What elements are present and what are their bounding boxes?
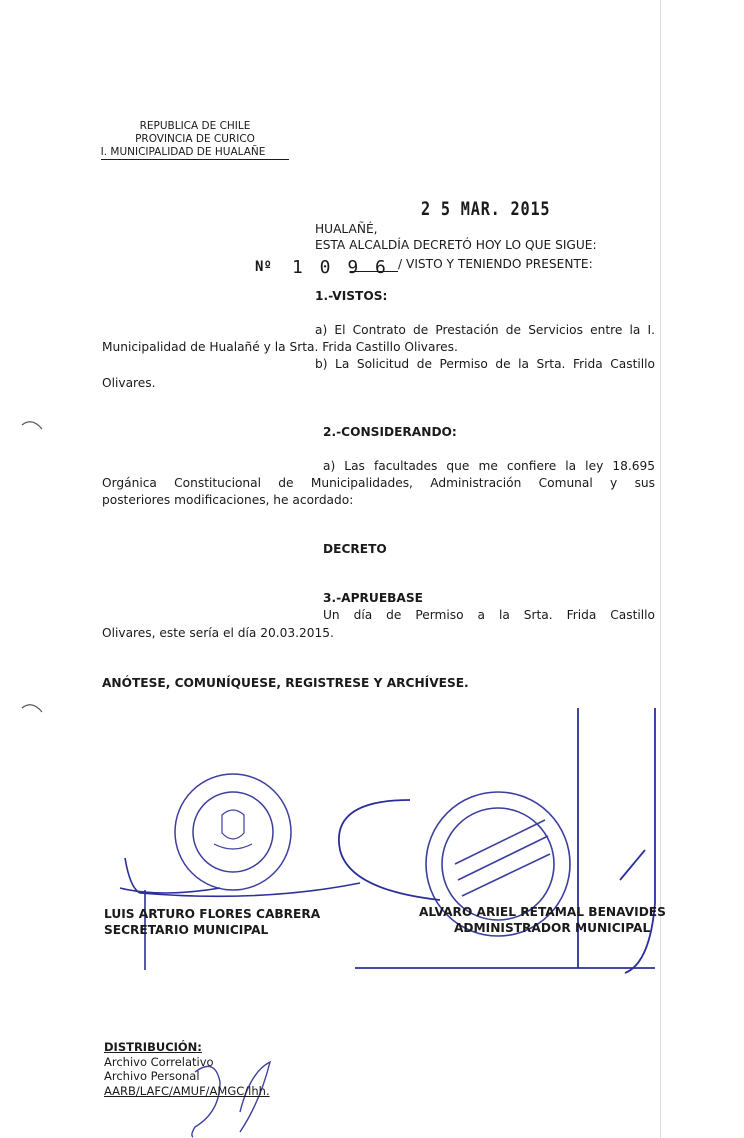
- margin-marks: [22, 422, 42, 712]
- number-prefix: Nº: [255, 259, 272, 275]
- vistos-heading: 1.-VISTOS:: [315, 289, 388, 303]
- right-signer-title: ADMINISTRADOR MUNICIPAL: [454, 921, 651, 935]
- vistos-b-line2: Olivares.: [102, 376, 156, 390]
- visto-line: / VISTO Y TENIENDO PRESENTE:: [398, 257, 593, 271]
- distribution-block: [104, 1040, 270, 1098]
- closing-line: ANÓTESE, COMUNÍQUESE, REGISTRESE Y ARCHÍVESE.: [102, 676, 469, 690]
- letterhead-country: REPUBLICA DE CHILE: [139, 120, 251, 132]
- left-signer-title: SECRETARIO MUNICIPAL: [104, 923, 269, 937]
- apruebase-heading: 3.-APRUEBASE: [323, 591, 423, 605]
- number-underline: [350, 271, 398, 272]
- scan-edge-line: [660, 0, 661, 1138]
- apruebase-line2: Olivares, este sería el día 20.03.2015.: [102, 626, 334, 640]
- decreto-heading: DECRETO: [323, 542, 387, 556]
- distribution-item: Archivo Correlativo: [104, 1054, 214, 1069]
- considerando-a-line1: a) Las facultades que me confiere la ley 18.695: [323, 459, 655, 473]
- distribution-item: AARB/LAFC/AMUF/AMGC/lhh.: [104, 1083, 270, 1098]
- letterhead-province: PROVINCIA DE CURICO: [135, 133, 255, 145]
- right-signer-name: ALVARO ARIEL RETAMAL BENAVIDES: [419, 905, 666, 919]
- distribution-item: Archivo Personal: [104, 1069, 200, 1083]
- decree-number: 1 0 9 6: [292, 257, 389, 278]
- considerando-heading: 2.-CONSIDERANDO:: [323, 425, 457, 439]
- date-stamp: 2 5 MAR. 2015: [421, 198, 551, 220]
- left-signer-name: LUIS ARTURO FLORES CABRERA: [104, 907, 321, 921]
- vistos-a-line2: Municipalidad de Hualañé y la Srta. Frida Castillo Olivares.: [102, 340, 458, 354]
- vistos-b-line1: b) La Solicitud de Permiso de la Srta. Frida Castillo: [315, 357, 655, 371]
- place-line: HUALAÑÉ,: [315, 222, 378, 236]
- letterhead: [100, 120, 290, 160]
- apruebase-line1: Un día de Permiso a la Srta. Frida Castillo: [323, 608, 655, 622]
- considerando-a-line3: posteriores modificaciones, he acordado:: [102, 493, 354, 507]
- decree-line: ESTA ALCALDÍA DECRETÓ HOY LO QUE SIGUE:: [315, 238, 597, 252]
- considerando-a-line2: Orgánica Constitucional de Municipalidades, Administración Comunal y sus: [102, 476, 655, 490]
- vistos-a-line1: a) El Contrato de Prestación de Servicios entre la I.: [315, 323, 655, 337]
- distribution-heading: DISTRIBUCIÓN:: [104, 1040, 202, 1054]
- letterhead-municipality: I. MUNICIPALIDAD DE HUALAÑE: [101, 146, 290, 160]
